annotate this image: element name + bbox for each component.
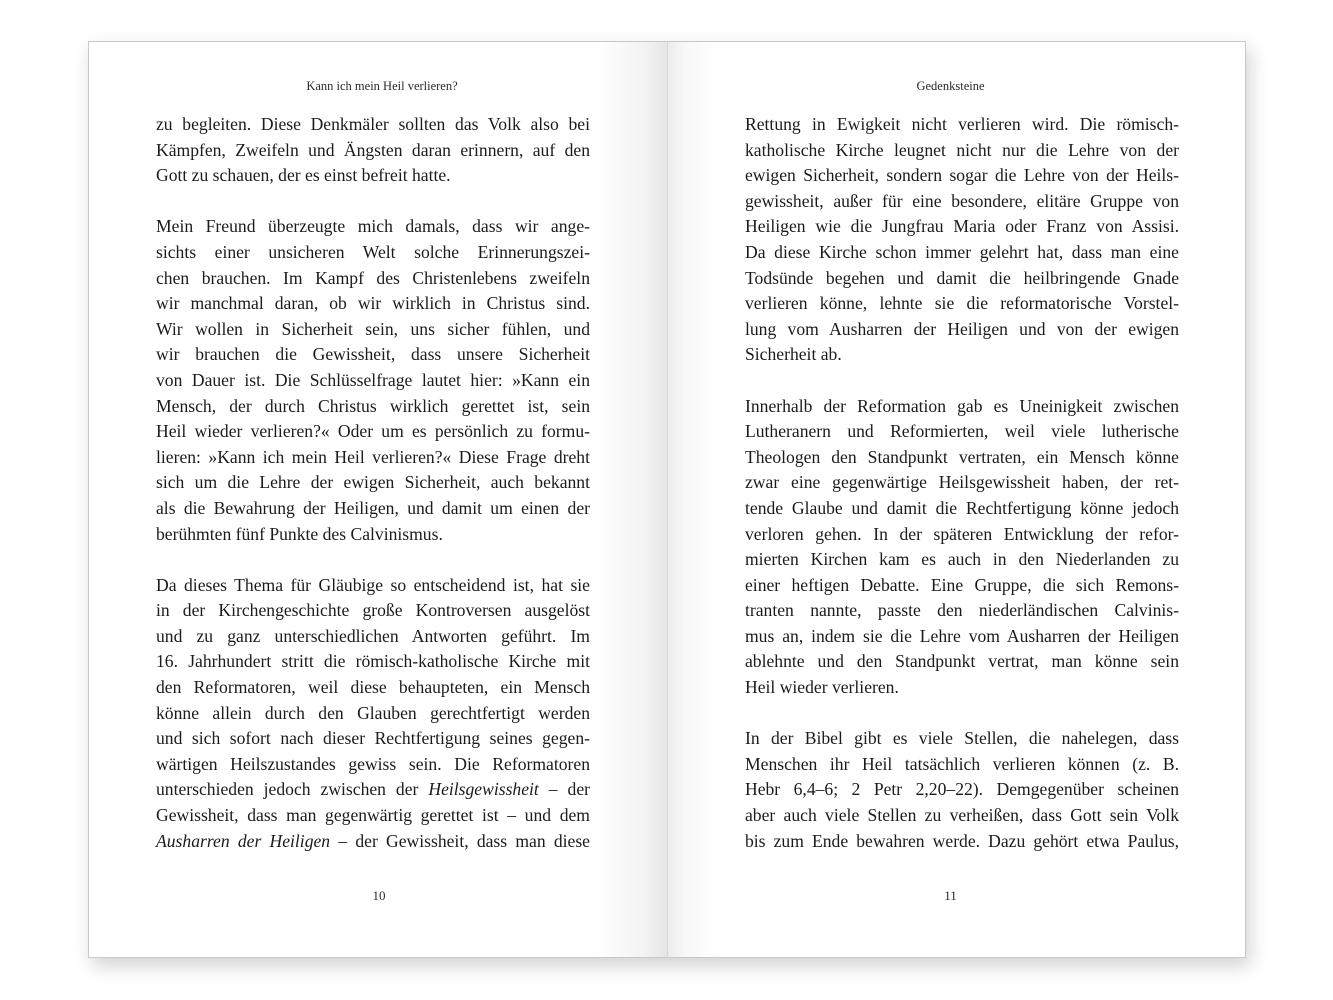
text-line: Mein Freund überzeugte mich damals, dass wir ange- (156, 216, 590, 237)
text-line: zu begleiten. Diese Denkmäler sollten das Volk also bei (156, 114, 590, 134)
right-page (667, 41, 1246, 958)
running-head-left: Kann ich mein Heil verlieren? (306, 79, 458, 93)
text-line: Mensch, der durch Christus wirklich gerettet ist, sein (156, 395, 590, 416)
text-line: Todsünde begehen und damit die heilbringende Gnade (745, 267, 1179, 288)
text-line: Gott zu schauen, der es einst befreit hatte. (156, 165, 451, 186)
text-line: wir brauchen die Gewissheit, dass unsere Sicherheit (156, 344, 590, 365)
text-line: Da diese Kirche schon immer gelehrt hat, dass man eine (745, 241, 1179, 262)
text-line: Gewissheit, dass man gegenwärtig gerettet ist – und dem (156, 805, 590, 826)
text-line: Hebr 6,4–6; 2 Petr 2,20–22). Demgegenüber scheinen (745, 779, 1179, 800)
text-line: den Reformatoren, weil diese behaupteten, ein Mensch (156, 677, 590, 698)
italic-term: Heilsgewissheit (428, 779, 539, 800)
text-line: katholische Kirche leugnet nicht nur die Lehre von der (745, 139, 1179, 160)
page-number-right: 11 (944, 888, 957, 903)
text-line: gewissheit, außer für eine besondere, elitäre Gruppe von (745, 190, 1179, 211)
text-line: Wir wollen in Sicherheit sein, uns sicher fühlen, und (156, 318, 590, 339)
text-line: ewigen Sicherheit, sondern sogar die Lehre von der Heils- (745, 165, 1179, 186)
text-line: Kämpfen, Zweifeln und Ängsten daran erinnern, auf den (156, 139, 590, 160)
text-line: sich um die Lehre der ewigen Sicherheit, auch bekannt (156, 472, 590, 493)
text-line: berühmten fünf Punkte des Calvinismus. (156, 523, 443, 544)
text-line: Lutheranern und Reformierten, weil viele lutherische (745, 421, 1179, 442)
text-line: tranten nannte, passte den niederländischen Calvinis- (745, 600, 1179, 621)
paragraph-gap (745, 368, 1179, 394)
book-spread (88, 41, 1246, 958)
text-line: tende Glaube und damit die Rechtfertigung könne jedoch (745, 497, 1179, 518)
text-line: aber auch viele Stellen zu verheißen, dass Gott sein Volk (745, 805, 1179, 826)
text-line: verloren gehen. In der späteren Entwicklung der refor- (745, 523, 1179, 544)
text-line: ablehnte und den Standpunkt vertrat, man könne sein (745, 651, 1179, 672)
running-head-right: Gedenksteine (916, 79, 985, 93)
left-page (88, 41, 667, 958)
text-run: – der Gewissheit, dass man diese (330, 830, 590, 851)
text-line: zwar eine gegenwärtige Heilsgewissheit haben, der ret- (745, 472, 1179, 493)
text-line: bis zum Ende bewahren werde. Dazu gehört etwa Paulus, (745, 830, 1179, 851)
text-line: lung vom Ausharren der Heiligen und von der ewigen (745, 318, 1179, 339)
italic-term: Ausharren der Heiligen (156, 830, 331, 851)
text-line: Heil wieder verlieren. (745, 677, 899, 698)
text-line: wärtigen Heilszustandes gewiss sein. Die Reformatoren (156, 753, 590, 774)
text-line: einer heftigen Debatte. Eine Gruppe, die sich Remons- (745, 574, 1179, 595)
text-line: Rettung in Ewigkeit nicht verlieren wird. Die römisch- (745, 114, 1179, 134)
text-line: und zu ganz unterschiedlichen Antworten geführt. Im (156, 625, 590, 646)
text-line: lieren: »Kann ich mein Heil verlieren?« Diese Frage dreht (156, 446, 590, 467)
text-line: Sicherheit ab. (745, 344, 842, 365)
text-line: 16. Jahrhundert stritt die römisch-katholische Kirche mit (156, 651, 590, 672)
left-page-body (156, 112, 590, 854)
text-line: In der Bibel gibt es viele Stellen, die nahelegen, dass (745, 728, 1179, 749)
text-line: Menschen ihr Heil tatsächlich verlieren können (z. B. (745, 753, 1179, 774)
text-line: Da dieses Thema für Gläubige so entscheidend ist, hat sie (156, 574, 590, 595)
text-line: von Dauer ist. Die Schlüsselfrage lautet hier: »Kann ein (156, 369, 590, 390)
paragraph-gap (156, 189, 590, 215)
text-run: unterschieden jedoch zwischen der (156, 779, 429, 800)
text-line: chen brauchen. Im Kampf des Christenlebens zweifeln (156, 267, 590, 288)
paragraph-gap (156, 547, 590, 573)
text-line (156, 829, 590, 855)
paragraph-gap (745, 701, 1179, 727)
text-line: wir manchmal daran, ob wir wirklich in Christus sind. (156, 293, 590, 314)
text-line: und sich sofort nach dieser Rechtfertigung seines gegen- (156, 728, 590, 749)
text-line: mierten Kirchen kam es auch in den Niederlanden zu (745, 549, 1179, 570)
right-page-body (745, 112, 1179, 854)
text-line: sichts einer unsicheren Welt solche Erinnerungszei- (156, 241, 590, 262)
text-line: Theologen den Standpunkt vertraten, ein Mensch könne (745, 446, 1179, 467)
text-line: Heil wieder verlieren?« Oder um es persönlich zu formu- (156, 421, 590, 442)
text-line (156, 777, 590, 803)
text-line: in der Kirchengeschichte große Kontroversen ausgelöst (156, 600, 590, 621)
text-line: Heiligen wie die Jungfrau Maria oder Franz von Assisi. (745, 216, 1179, 237)
text-run: – der (538, 779, 590, 800)
text-line: Innerhalb der Reformation gab es Uneinigkeit zwischen (745, 395, 1179, 416)
text-line: könne allein durch den Glauben gerechtfertigt werden (156, 702, 590, 723)
text-line: mus an, indem sie die Lehre vom Ausharren der Heiligen (745, 625, 1179, 646)
text-line: verlieren könne, lehnte sie die reformatorische Vorstel- (745, 293, 1179, 314)
text-line: als die Bewahrung der Heiligen, und damit um einen der (156, 497, 590, 518)
page-number-left: 10 (372, 888, 386, 903)
